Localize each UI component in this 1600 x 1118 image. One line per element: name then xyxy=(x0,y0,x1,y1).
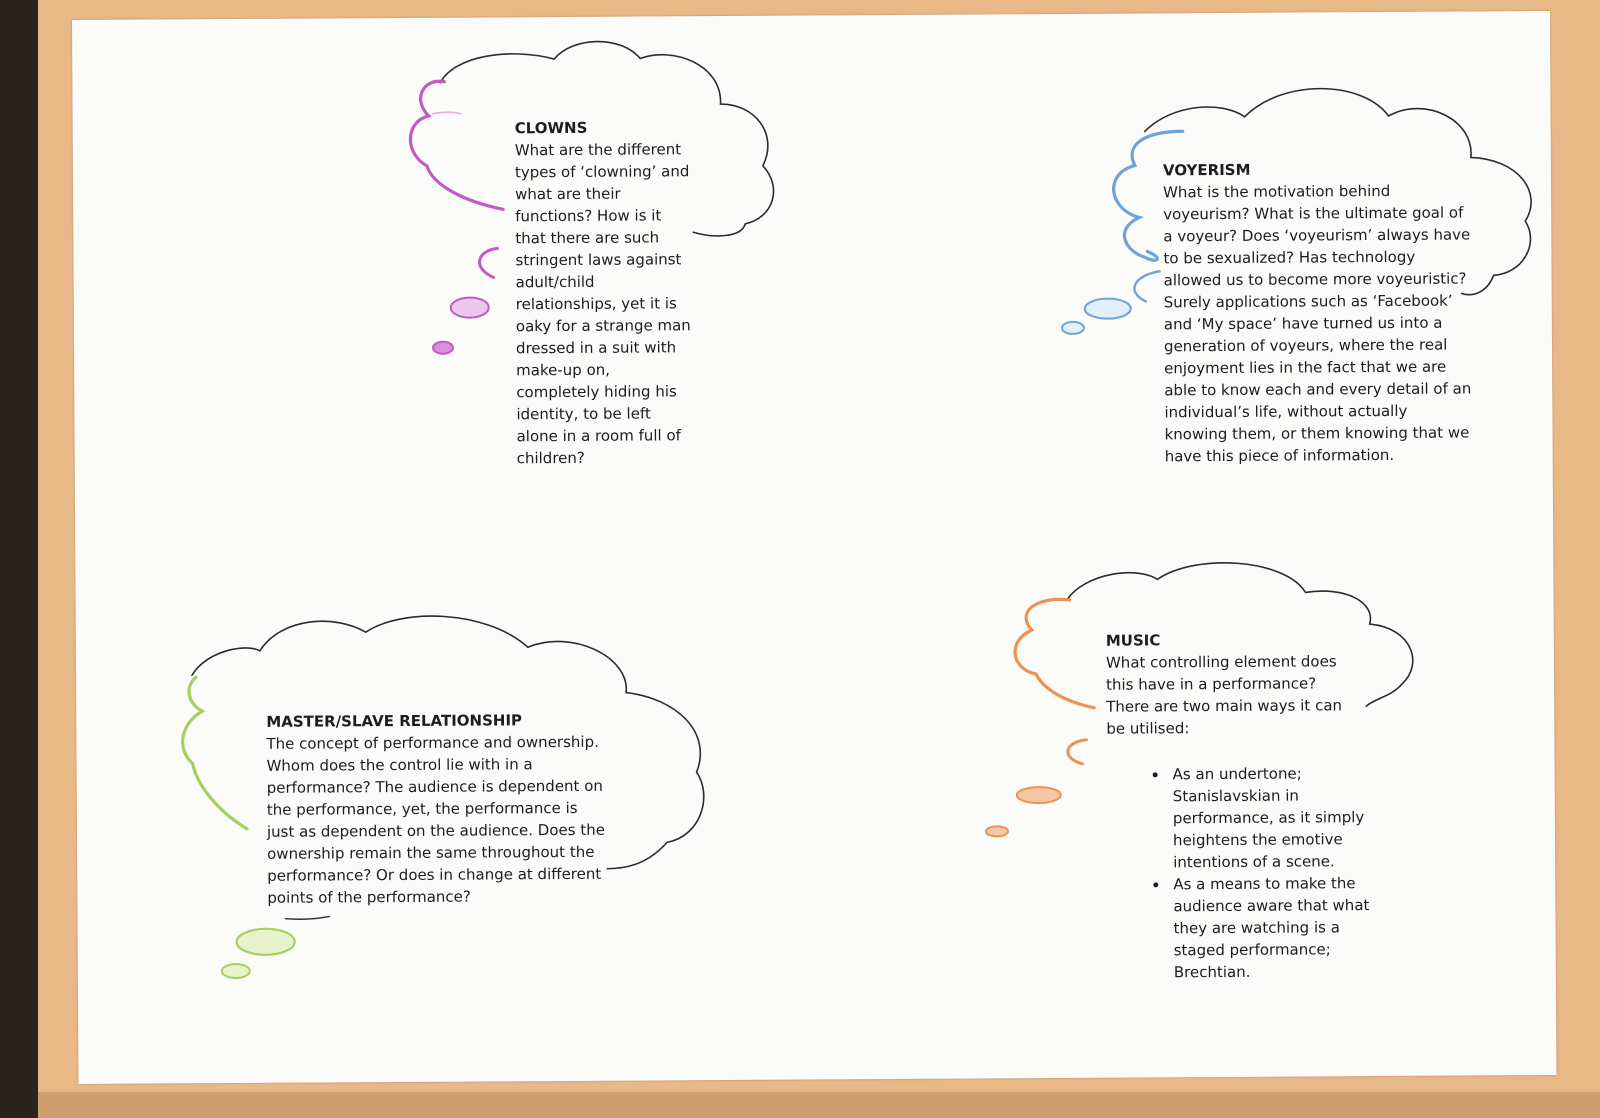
clowns-cloud-inner-edge xyxy=(433,112,461,114)
master-title: MASTER/SLAVE RELATIONSHIP xyxy=(266,711,523,731)
music-medium-bubble xyxy=(1017,787,1061,803)
music-tiny-bubble xyxy=(986,826,1008,836)
voyerism-body: What is the motivation behind voyeurism? What is the ultimate goal of a voyeur? Does ‘voyeurism’ always have to be sexualized? Has technology allowed us to become more voyeuristic? Surely applications such as ‘Facebook’ and ‘My space’ have turned us into a generation of voyeurs, where the real enjoyment lies in the fact that we are able to know each and every detail of an individual’s life, without actually knowing them, or them knowing that we have this piece of information. xyxy=(1163,181,1472,466)
clowns-bubble-text xyxy=(515,116,695,469)
master-bubble-text xyxy=(266,709,607,909)
clowns-tiny-bubble xyxy=(433,342,453,354)
clowns-title: CLOWNS xyxy=(514,118,588,138)
music-body: What controlling element does this have in a performance? There are two main ways it can be utilised: xyxy=(1105,652,1343,738)
music-point: • As a means to make the audience aware that what they are watching is a staged performance; Brechtian. xyxy=(1169,872,1380,983)
voyerism-title: VOYERISM xyxy=(1162,160,1251,180)
master-body: The concept of performance and ownership. Whom does the control lie with in a performance? The audience is dependent on the performance, yet, the performance is just as dependent on the audience. Does the ownership remain the same throughout the performance? Or does in change at different points of the performance? xyxy=(266,732,605,907)
board-bottom-strip xyxy=(38,1092,1600,1118)
voyerism-tiny-bubble xyxy=(1062,322,1084,334)
music-small-bubble xyxy=(1068,740,1087,764)
master-medium-bubble xyxy=(237,929,295,955)
voyerism-medium-bubble xyxy=(1085,299,1131,319)
binder-edge xyxy=(0,0,38,1118)
paper-sheet xyxy=(72,11,1556,1084)
music-point: • As an undertone; Stanislavskian in performance, as it simply heightens the emotive intentions of a scene. xyxy=(1169,762,1380,873)
voyerism-small-bubble xyxy=(1134,271,1159,301)
music-title: MUSIC xyxy=(1105,631,1161,650)
clowns-medium-bubble xyxy=(451,297,489,317)
master-tiny-bubble xyxy=(222,964,250,978)
master-cloud-tail-line xyxy=(285,916,329,919)
master-cloud-colored-edge xyxy=(182,677,247,829)
music-bubble-text xyxy=(1106,628,1408,984)
clowns-body: What are the different types of ‘clowning’ and what are their functions? How is it that there are such stringent laws against adult/child relationships, yet it is oaky for a strange man dressed in a suit with make-up on, completely hiding his identity, to be left alone in a room full of children? xyxy=(514,140,691,468)
clowns-cloud-colored-edge xyxy=(410,81,503,210)
music-points-list xyxy=(1107,762,1380,984)
clowns-small-bubble xyxy=(479,248,497,277)
voyerism-bubble-text xyxy=(1163,157,1475,467)
music-cloud-colored-edge xyxy=(1015,599,1094,708)
